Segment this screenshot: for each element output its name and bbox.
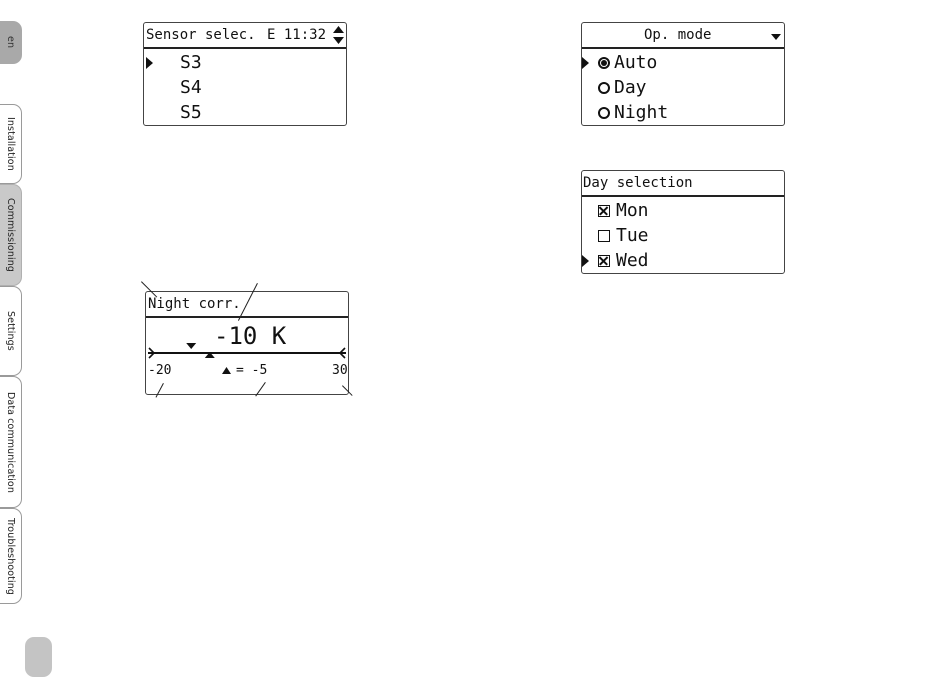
opmode-option-night[interactable] xyxy=(598,103,668,123)
day-option-mon[interactable] xyxy=(598,201,649,221)
operating-mode-screen xyxy=(581,22,785,126)
opmode-option-label: Day xyxy=(614,77,647,98)
day-option-tue[interactable] xyxy=(598,226,649,246)
night-screen-header xyxy=(146,292,348,318)
checkbox-checked-icon xyxy=(598,255,610,267)
radio-selected-icon xyxy=(598,57,610,69)
tab-commissioning-label: Commissioning xyxy=(5,198,16,272)
slider-min-label: -20 xyxy=(148,363,172,378)
selection-cursor-icon xyxy=(582,57,589,69)
tab-troubleshooting-label: Troubleshooting xyxy=(5,517,16,595)
sensor-screen-title: Sensor selec. xyxy=(146,27,256,43)
day-option-label: Tue xyxy=(616,225,649,246)
sensor-option[interactable]: S4 xyxy=(180,77,202,98)
day-option-label: Wed xyxy=(616,250,649,271)
day-selection-screen xyxy=(581,170,785,274)
default-marker-icon xyxy=(222,367,231,374)
adjustment-slider[interactable] xyxy=(146,338,348,364)
selection-cursor-icon xyxy=(146,57,153,69)
opmode-screen-header xyxy=(582,23,784,49)
tab-settings-label: Settings xyxy=(5,311,16,351)
page-marker xyxy=(25,637,52,677)
checkbox-empty-icon xyxy=(598,230,610,242)
day-option-wed[interactable] xyxy=(598,251,649,271)
sensor-screen-header xyxy=(144,23,346,49)
tab-data-communication-label: Data communication xyxy=(5,391,16,493)
sensor-option[interactable]: S3 xyxy=(180,52,202,73)
night-value-display: -10 K xyxy=(214,322,287,350)
current-value-marker-icon xyxy=(186,343,196,349)
day-screen-title: Day selection xyxy=(583,175,693,191)
opmode-option-label: Night xyxy=(614,102,669,123)
tab-data-communication[interactable] xyxy=(0,376,22,508)
opmode-screen-title: Op. mode xyxy=(644,27,712,43)
slider-default-label xyxy=(222,363,267,379)
up-down-arrow-icon xyxy=(333,26,344,44)
tab-commissioning[interactable] xyxy=(0,184,22,286)
opmode-option-day[interactable] xyxy=(598,78,647,98)
dropdown-arrow-icon xyxy=(771,34,781,40)
sensor-screen-status: E 11:32 xyxy=(267,27,327,43)
day-option-label: Mon xyxy=(616,200,649,221)
tab-installation-label: Installation xyxy=(5,117,16,171)
radio-empty-icon xyxy=(598,82,610,94)
tab-language-label: en xyxy=(5,36,16,49)
night-screen-title: Night corr. xyxy=(148,296,241,312)
radio-empty-icon xyxy=(598,107,610,119)
tab-installation[interactable] xyxy=(0,104,22,184)
selection-cursor-icon xyxy=(582,255,589,267)
night-correction-screen xyxy=(145,291,349,395)
tab-language-en[interactable] xyxy=(0,21,22,64)
opmode-option-label: Auto xyxy=(614,52,658,73)
sensor-option[interactable]: S5 xyxy=(180,102,202,123)
opmode-option-auto[interactable] xyxy=(598,53,657,73)
tab-settings[interactable] xyxy=(0,286,22,376)
checkbox-checked-icon xyxy=(598,205,610,217)
sensor-selection-screen xyxy=(143,22,347,126)
day-screen-header xyxy=(582,171,784,197)
tab-troubleshooting[interactable] xyxy=(0,508,22,604)
slider-default-value: = -5 xyxy=(236,363,268,378)
slider-max-label: 30 xyxy=(332,363,348,378)
